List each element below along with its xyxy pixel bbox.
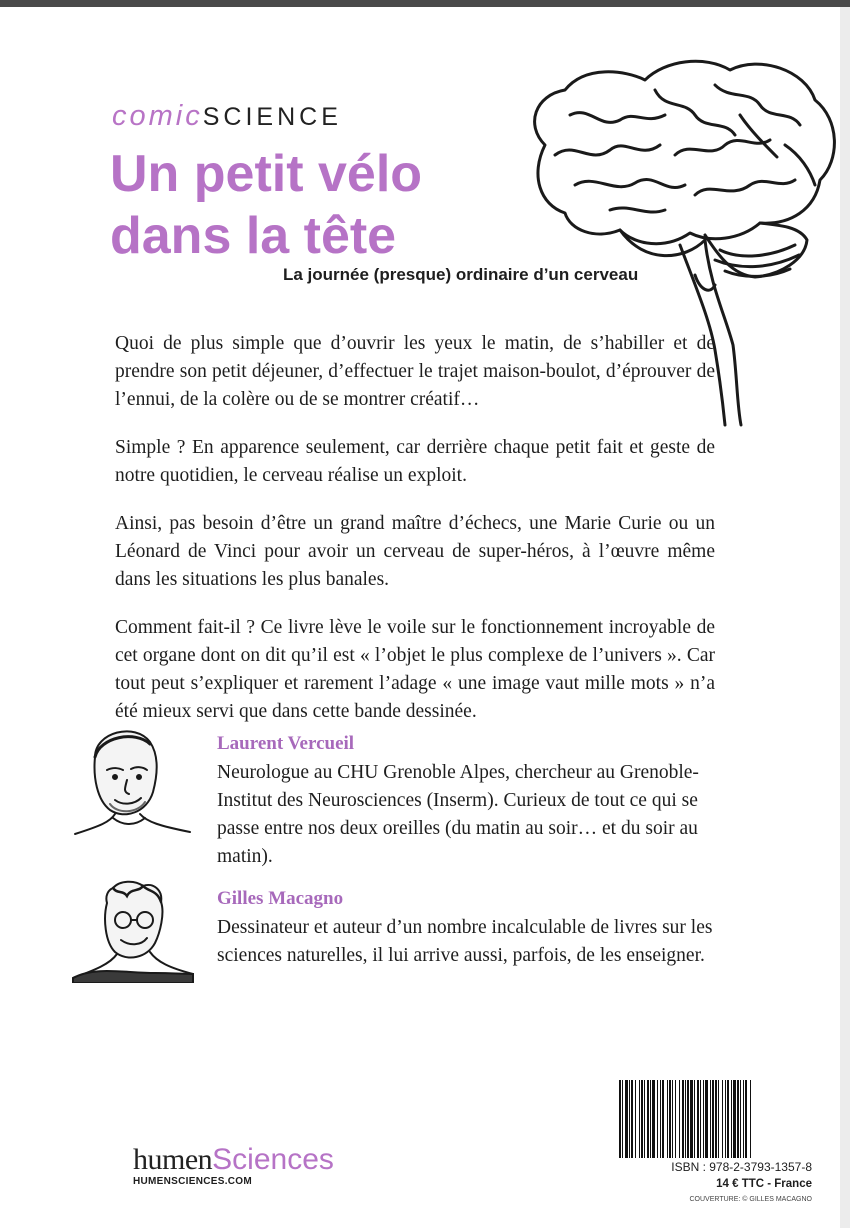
author-name: Gilles Macagno [217,888,344,909]
blurb-paragraph: Comment fait-il ? Ce livre lève le voile sur le fonctionnement incroyable de cet organe dont on dit qu’il est « l’objet le plus complexe de l’univers ». Car tout peut s’expliquer et rarement l’adage « une image vaut mille mots » n’a été mieux servi que dans cette bande dessinée. [115,617,715,722]
blurb-paragraph: Ainsi, pas besoin d’être un grand maître d’échecs, une Marie Curie ou un Léonard de Vinci pour avoir un cerveau de super-héros, à l’œuvre même dans les situations les plus banales. [115,513,715,590]
publisher-wordmark [133,1145,334,1175]
series-prefix: comic [112,100,203,132]
barcode [619,1080,815,1158]
author-portrait-vercueil [65,722,200,842]
publisher-wordmark-accent: Sciences [212,1143,334,1176]
blurb-paragraph: Quoi de plus simple que d’ouvrir les yeux le matin, de s’habiller et de prendre son petit déjeuner, d’effectuer le trajet maison-boulot, d’éprouver de l’ennui, de la colère ou de se montrer créatif… [115,333,715,410]
author-portrait-macagno [65,878,200,983]
isbn: ISBN : 978-2-3793-1357-8 [671,1160,812,1174]
scan-top-border [0,0,850,7]
blurb-paragraph: Simple ? En apparence seulement, car derrière chaque petit fait et geste de notre quotidien, le cerveau réalise un exploit. [115,437,715,486]
author-bio: Neurologue au CHU Grenoble Alpes, chercheur au Grenoble-Institut des Neurosciences (Inserm). Curieux de tout ce qui se passe entre nos deux oreilles (du matin au soir… et du soir au matin). [217,762,699,867]
series-logo [112,100,342,133]
author-bio: Dessinateur et auteur d’un nombre incalculable de livres sur les sciences naturelles, il lui arrive aussi, parfois, de les enseigner. [217,917,713,966]
book-title: Un petit vélo dans la tête [110,145,423,265]
barcode-stripe [751,1080,752,1158]
author-block [217,733,737,871]
book-subtitle: La journée (presque) ordinaire d’un cerveau [283,265,639,284]
publisher-logo [133,1145,334,1187]
price: 14 € TTC - France [716,1178,812,1190]
author-name: Laurent Vercueil [217,733,355,754]
publisher-wordmark-main: humen [133,1143,213,1176]
publisher-url: HUMENSCIENCES.COM [133,1176,252,1187]
back-cover-blurb [115,330,715,746]
series-suffix: SCIENCE [202,103,342,131]
cover-credit: COUVERTURE: © GILLES MACAGNO [689,1196,812,1203]
author-block [217,888,737,970]
